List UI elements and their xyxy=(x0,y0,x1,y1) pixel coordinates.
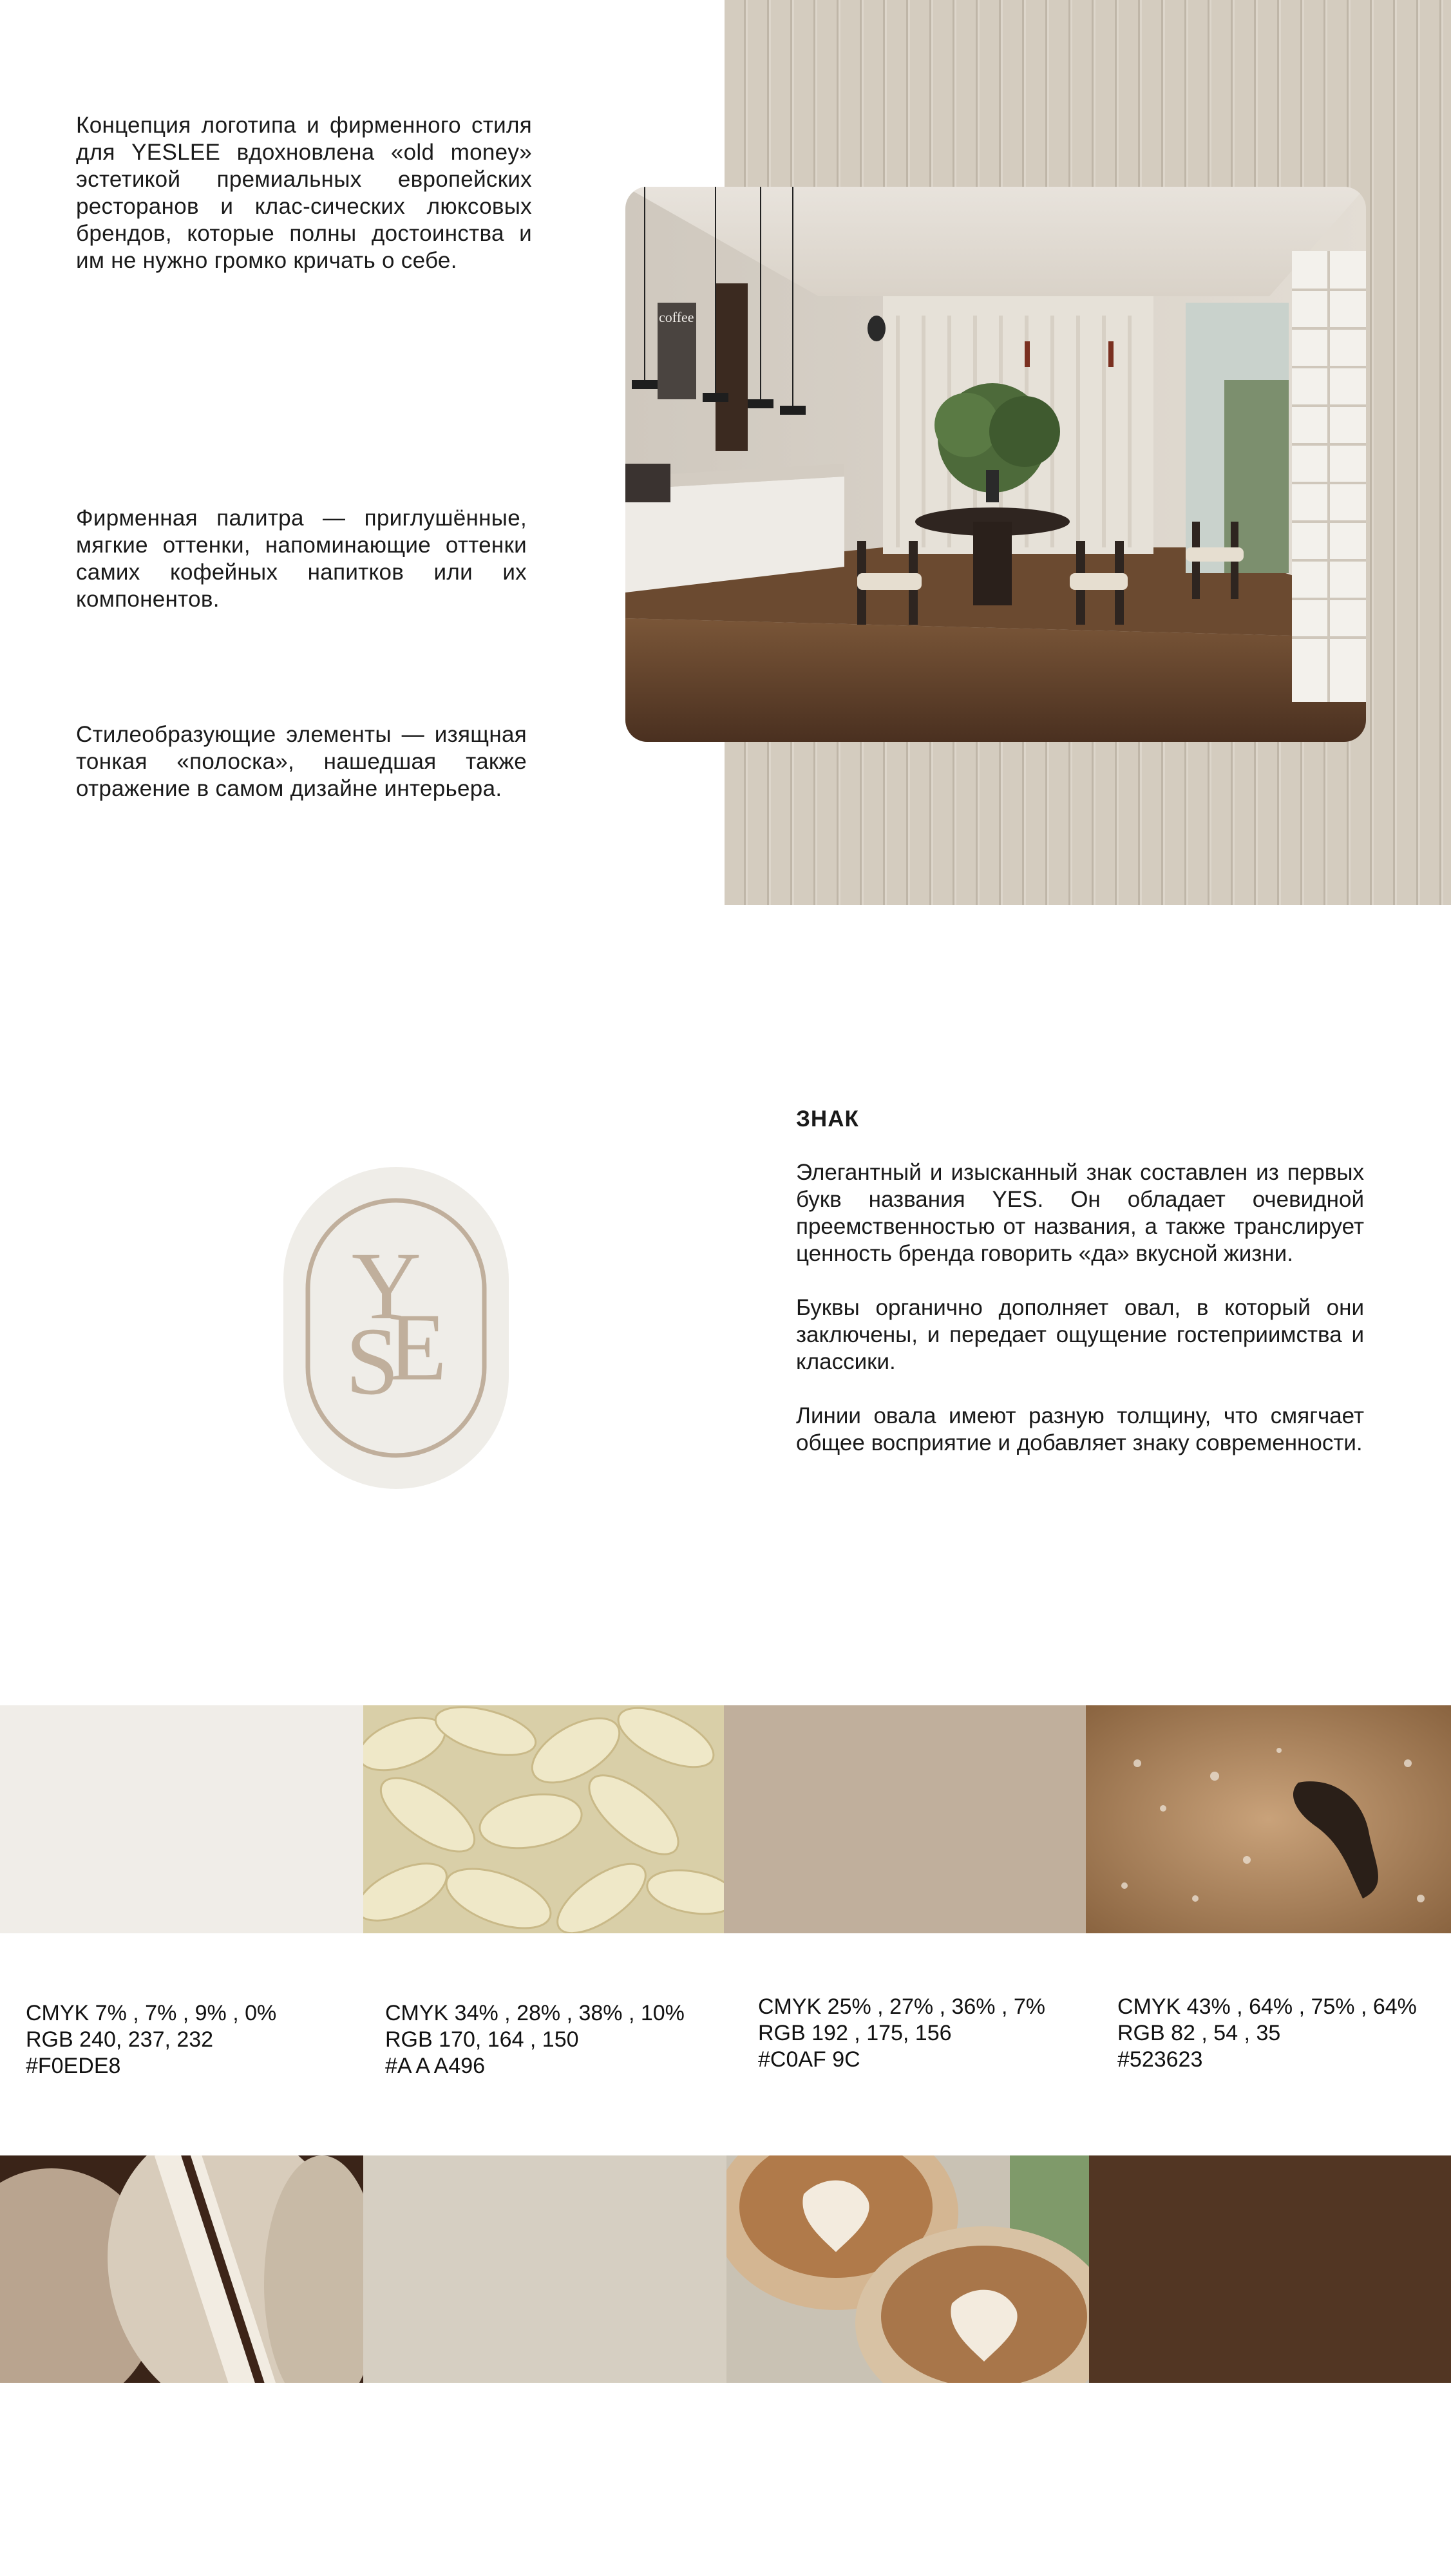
color-1-rgb: RGB 240, 237, 232 xyxy=(26,2027,214,2052)
sign-paragraph-2: Буквы органично дополняет овал, в который они заключены, и передает ощущение гостеприимства и классики. xyxy=(796,1295,1364,1374)
color-2-cmyk: CMYK 34% , 28% , 38% , 10% xyxy=(385,2001,685,2025)
swatch-light-cream xyxy=(0,1705,363,1933)
cafe-menu-sign: coffee xyxy=(659,309,694,325)
color-3-rgb: RGB 192 , 175, 156 xyxy=(758,2021,952,2045)
color-info-1 xyxy=(26,2000,276,2079)
macaron-photo xyxy=(0,2155,363,2383)
intro-paragraph-palette: Фирменная палитра — приглушённые, мягкие оттенки, напоминающие оттенки самих кофейных напитков или их компонентов. xyxy=(76,506,527,612)
logo-letter-y: Y xyxy=(351,1233,422,1340)
swatch-dark-brown xyxy=(1089,2155,1451,2383)
color-3-hex: #C0AF 9C xyxy=(758,2047,860,2072)
color-3-cmyk: CMYK 25% , 27% , 36% , 7% xyxy=(758,1994,1045,2019)
sign-paragraph-3: Линии овала имеют разную толщину, что смягчает общее восприятие и добавляет знаку современности. xyxy=(796,1403,1364,1455)
yse-logo-badge xyxy=(283,1167,509,1489)
color-2-rgb: RGB 170, 164 , 150 xyxy=(385,2027,579,2052)
color-info-2 xyxy=(385,2000,685,2079)
logo-letter-s: S xyxy=(345,1308,399,1415)
color-4-hex: #523623 xyxy=(1117,2047,1203,2072)
color-4-rgb: RGB 82 , 54 , 35 xyxy=(1117,2021,1281,2045)
almond-flakes-photo xyxy=(363,1705,724,1933)
intro-paragraph-concept: Концепция логотипа и фирменного стиля для YESLEE вдохновлена «old money» эстетикой премиальных европейских ресторанов и клас-сических люксовых брендов, которые полны достоинства и им не нужно громко кричать о себе. xyxy=(76,113,532,273)
sign-paragraph-1: Элегантный и изысканный знак составлен из первых букв названия YES. Он обладает очевидной преемственностью от названия, а также транслирует ценность бренда говорить «да» вкусной жизни. xyxy=(796,1160,1364,1266)
swatch-beige xyxy=(363,2155,726,2383)
logo-letter-e: E xyxy=(388,1294,447,1401)
latte-art-photo xyxy=(726,2155,1089,2383)
sign-section-title: ЗНАК xyxy=(796,1106,859,1132)
color-2-hex: #A A A496 xyxy=(385,2054,486,2078)
color-1-cmyk: CMYK 7% , 7% , 9% , 0% xyxy=(26,2001,277,2025)
cafe-interior-photo xyxy=(625,187,1366,742)
swatch-mocha xyxy=(724,1705,1086,1933)
intro-paragraph-elements: Стилеобразующие элементы — изящная тонкая «полоска», нашедшая также отражение в самом дизайне интерьера. xyxy=(76,722,527,801)
color-4-cmyk: CMYK 43% , 64% , 75% , 64% xyxy=(1117,1994,1417,2019)
color-info-4 xyxy=(1117,1994,1417,2073)
coffee-foam-photo xyxy=(1086,1705,1451,1933)
sign-description xyxy=(796,1159,1364,1484)
color-1-hex: #F0EDE8 xyxy=(26,2054,121,2078)
color-info-3 xyxy=(758,1994,1045,2073)
